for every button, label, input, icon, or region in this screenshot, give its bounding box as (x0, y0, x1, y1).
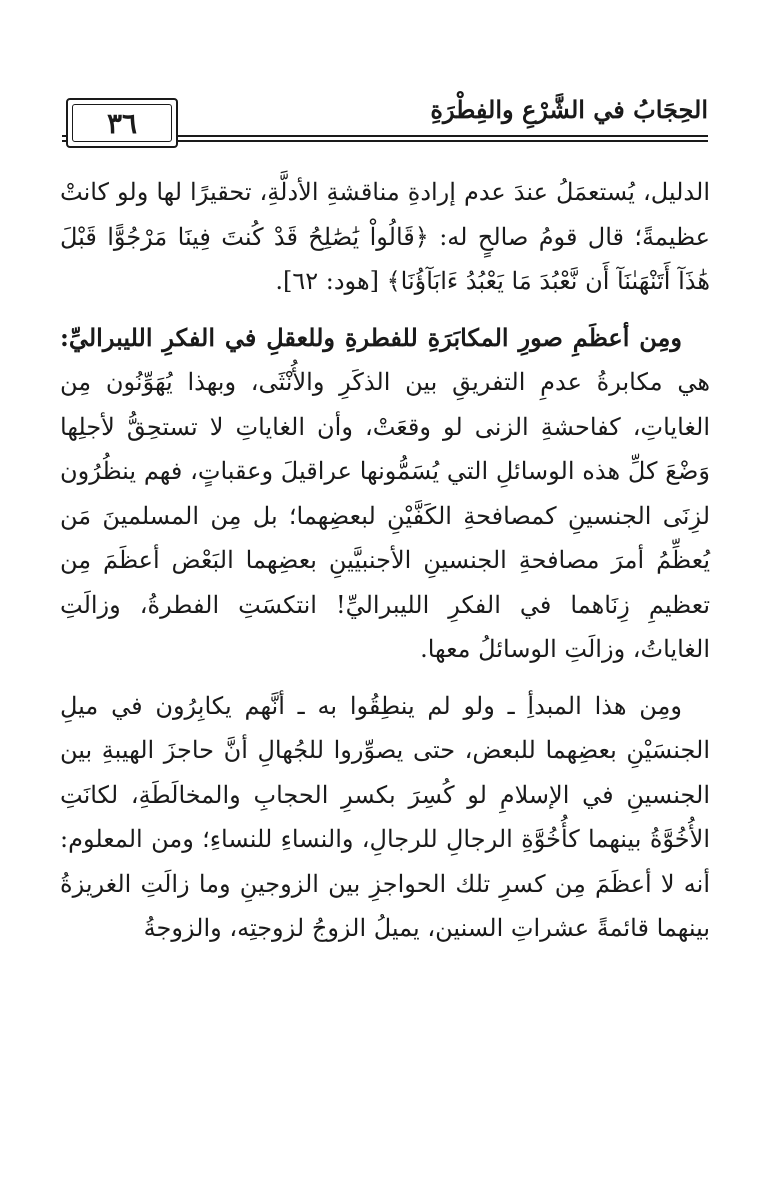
paragraph-2-text: هي مكابرةُ عدمِ التفريقِ بين الذكَرِ والأُنْثَى، وبهذا يُهَوِّنُون مِن الغاياتِ، كفاحشةِ الزنى لو وقعَتْ، وأن الغاياتِ لا تستحِقُّ لأجلِها وَضْعَ كلِّ هذه الوسائلِ التي يُسَمُّونها عراقيلَ وعقباتٍ، فهم ينظُرُون لزِنَى الجنسينِ كمصافحةِ الكَفَّيْنِ لبعضِهما؛ بل مِن المسلمينَ مَن يُعظِّمُ أمرَ مصافحةِ الجنسينِ الأجنبيَّينِ بعضِهما البَعْض أعظَمَ مِن تعظيمِ زِنَاهما في الفكرِ الليبراليِّ! انتكسَتِ الفطرةُ، وزالَتِ الغاياتُ، وزالَتِ الوسائلُ معها. (60, 368, 710, 663)
page-body (60, 170, 710, 951)
page-number-frame (66, 98, 178, 148)
paragraph-3 (60, 684, 710, 951)
paragraph-3-text: ومِن هذا المبدأِ ـ ولو لم ينطِقُوا به ـ أنَّهم يكابِرُون في ميلِ الجنسَيْنِ بعضِهما للبعض، حتى يصوِّروا للجُهالِ أنَّ حاجزَ الهيبةِ بين الجنسينِ في الإسلامِ لو كُسِرَ بكسرِ الحجابِ والمخالَطَةِ، لكانَتِ الأُخُوَّةُ بينهما كأُخُوَّةِ الرجالِ للرجالِ، والنساءِ للنساءِ؛ ومن المعلوم: أنه لا أعظَمَ مِن كسرِ تلك الحواجزِ بين الزوجينِ وما زالَتِ الغريزةُ بينهما قائمةً عشراتِ السنين، يميلُ الزوجُ لزوجتِه، والزوجةُ (60, 691, 710, 942)
paragraph-1 (60, 170, 710, 304)
paragraph-1-text: الدليل، يُستعمَلُ عندَ عدم إرادةِ مناقشةِ الأدلَّةِ، تحقيرًا لها ولو كانتْ عظيمةً؛ قال قومُ صالحٍ له: ﴿قَالُواْ يَٰصَٰلِحُ قَدْ كُنتَ فِينَا مَرْجُوًّا قَبْلَ هَٰذَآ أَتَنْهَىٰنَآ أَن نَّعْبُدَ مَا يَعْبُدُ ءَابَآؤُنَا﴾ [هود: ٦٢]. (60, 178, 711, 295)
page-number: ٣٦ (72, 104, 172, 142)
paragraph-2-lead: ومِن أعظَمِ صورِ المكابَرَةِ للفطرةِ وللعقلِ في الفكرِ الليبراليِّ: (60, 322, 682, 352)
running-title: الحِجَابُ في الشَّرْعِ والفِطْرَةِ (430, 95, 708, 124)
running-header (62, 92, 708, 154)
paragraph-2 (60, 316, 710, 672)
